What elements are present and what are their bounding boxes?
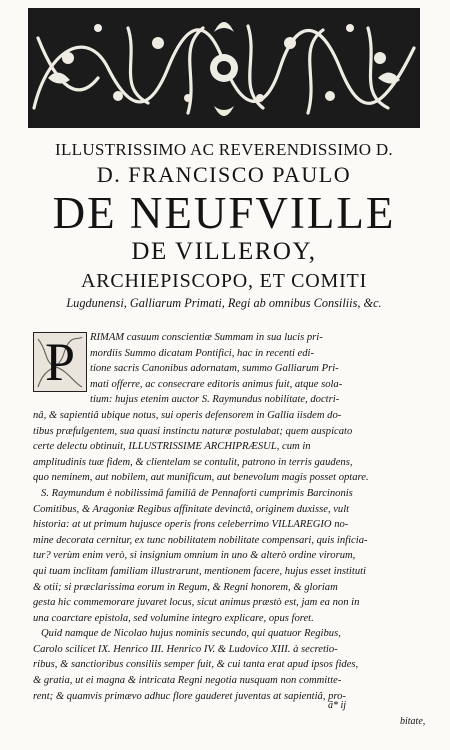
body-line: tione sacris Canonibus adornatam, summo Galliarum Pri- (90, 363, 339, 375)
body-line: gesta hic commemorare juvaret locus, sicut animus præstò est, jam ea non in (33, 597, 360, 609)
body-line: Carolo scilicet IX. Henrico III. Henrico IV. & Ludovico XIII. à secretio- (33, 643, 338, 655)
body-line: Comitibus, & Aragoniæ Regibus affinitate devinctâ, originem duxisse, vult (33, 503, 350, 515)
body-line: RIMAM casuum conscientiæ Summam in sua lucis pri- (90, 332, 323, 343)
catchword: bitate, (400, 716, 426, 727)
body-line: nâ, & sapientiâ ubique notus, sui operis defensorem in Gallia iisdem do- (33, 409, 342, 421)
body-lines (33, 330, 411, 704)
drop-cap-letter: P (44, 332, 76, 392)
body-line: tibus præfulgentem, sua quasi instinctu naturæ postulabat; quem auspicato (33, 425, 353, 437)
dedication-surname: DE NEUFVILLE (52, 188, 396, 238)
body-line: tur? verùm enim verò, si insignium omnium in uno & alterò ordine virorum, (33, 550, 356, 562)
body-line: Quid namque de Nicolao hujus nominis secundo, qui quatuor Regibus, (41, 628, 341, 640)
ornamental-headpiece (28, 8, 420, 128)
body-line: & otii; si præclarissima eorum in Regum, & Regni honorem, & gloriam (33, 581, 338, 593)
drop-cap (33, 332, 87, 392)
body-line: quo neminem, aut nobilem, aut munificum, aut benevolum magis posset optare. (33, 472, 369, 484)
dedication-body-text (33, 330, 411, 704)
body-line: S. Raymundum è nobilissimâ familiâ de Pennaforti cumprimis Barcinonis (41, 487, 353, 499)
dedication-line-1: ILLUSTRISSIMO AC REVERENDISSIMO D. (55, 140, 393, 159)
dedication-line-2: D. FRANCISCO PAULO (96, 162, 352, 187)
body-line: historia: at ut primum hujusce operis frons celeberrimo VILLAREGIO no- (33, 519, 349, 531)
dedication-title (14, 140, 434, 311)
body-line: qui tuam inclitam familiam illustrarunt, mentionem facere, hujus esset instituti (33, 565, 366, 577)
body-line: tium: hujus etenim auctor S. Raymundus nobilitate, doctri- (90, 394, 340, 406)
body-line: certe delectu obtinuit, ILLUSTRISSIME ARCHIPRÆSUL, cum in (33, 441, 311, 453)
dedication-line-5: ARCHIEPISCOPO, ET COMITI (80, 270, 368, 292)
body-line: mine decorata cernitur, ex tunc nobilitatem nobilitate compensari, quis inficia- (33, 534, 368, 546)
body-line: & gratia, ut ei magna & intricata Regni negotia nusquam non committe- (33, 675, 342, 687)
body-line: mordiis Summo dicatam Pontifici, hac in recenti edi- (90, 347, 314, 359)
body-line: ribus, & sanctioribus consiliis semper fuit, & cui tanta erat apud ipsos fides, (33, 659, 359, 671)
body-line: rent; & quamvis primævo adhuc flore gauderet juventas at sapientiâ, pro- (33, 690, 346, 702)
signature-mark: ã* ij (328, 700, 347, 711)
body-line: una coarctare epistola, sed volumine integro explicare, opus foret. (33, 612, 314, 624)
foliage-ornament-icon (28, 8, 420, 128)
body-line: mati offerre, ac consecrare editoris animus fuit, atque sola- (90, 378, 343, 390)
dedication-line-4: DE VILLEROY, (131, 238, 317, 265)
dedication-line-6: Lugdunensi, Galliarum Primati, Regi ab omnibus Consiliis, &c. (66, 296, 382, 310)
body-line: amplitudinis tuæ fidem, & clientelam se contulit, patrono in terris gaudens, (33, 456, 353, 468)
